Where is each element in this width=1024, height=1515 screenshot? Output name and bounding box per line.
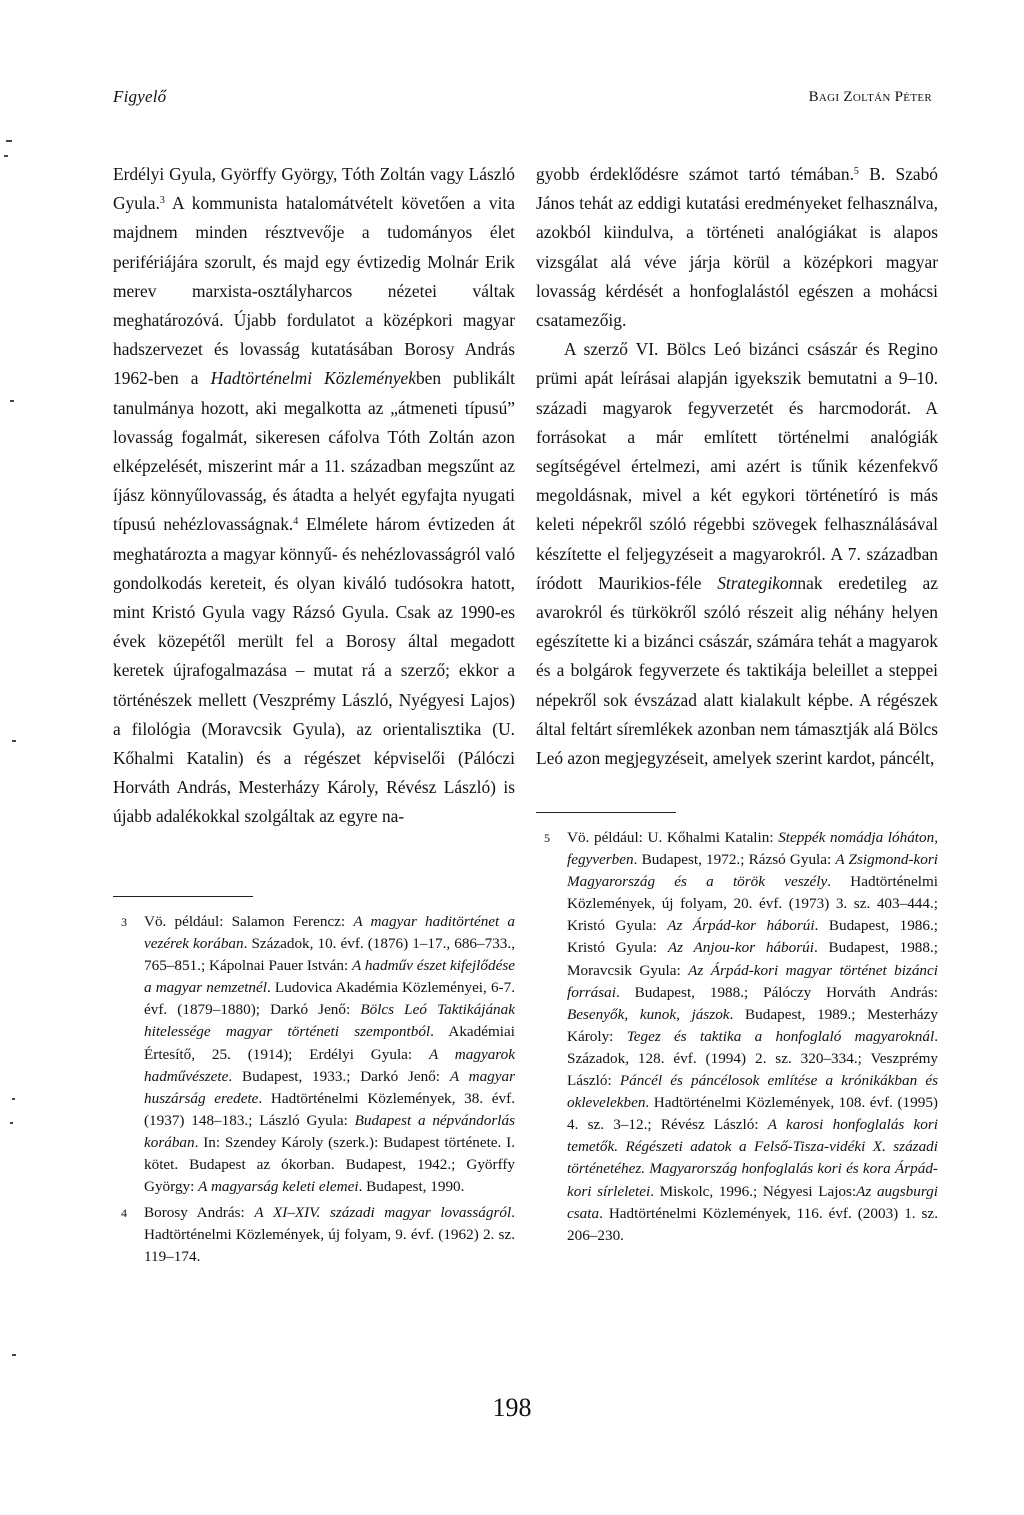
running-head-section: Figyelő	[113, 87, 167, 106]
scan-mark	[4, 155, 8, 157]
right-column	[536, 160, 938, 773]
italic-title: Strategikon	[717, 572, 798, 593]
footnote-rule	[536, 812, 676, 813]
italic-title: Bölcs Leó Taktikájának hitelessége magyar történeti szempontból	[144, 1001, 515, 1041]
italic-title: Hadtörténelmi Közlemények	[210, 368, 416, 389]
footnotes-left	[113, 896, 515, 1273]
italic-title: Az Árpád-kori magyar történet bizánci forrásai	[567, 961, 938, 1001]
scan-mark	[6, 140, 12, 142]
scan-mark	[12, 740, 16, 742]
footnote-text: Vö. például: U. Kőhalmi Katalin: Steppék nomádja lóháton, fegyverben. Budapest, 1972.; Rázsó Gyula: A Zsigmond-kori Magyarország és a török veszély. Hadtörténelmi Közlemények, új folyam, 20. évf. (1973) 3. sz. 403–444.; Kristó Gyula: Az Árpád-kor háborúi. Budapest, 1986.; Kristó Gyula: Az Anjou-kor háborúi. Budapest, 1988.; Moravcsik Gyula: Az Árpád-kori magyar történet bizánci forrásai. Budapest, 1988.; Pálóczy Horváth András: Besenyők, kunok, jászok. Budapest, 1989.; Mesterházy Károly: Tegez és taktika a honfoglaló magyaroknál. Századok, 128. évf. (1994) 2. sz. 320–334.; Veszprémy László: Páncél és páncélosok említése a krónikákban és oklevelekben. Hadtörténelmi Közlemények, 108. évf. (1995) 4. sz. 3–12.; Révész László: A karosi honfoglalás kori temetők. Régészeti adatok a Felső-Tisza-vidéki X. századi történetéhez. Magyarország honfoglalás kori és kora Árpád-kori sírleletei. Miskolc, 1996.; Négyesi Lajos:Az augsburgi csata. Hadtörténelmi Közlemények, 116. évf. (2003) 1. sz. 206–230.	[567, 829, 939, 1244]
page-number: 198	[492, 1393, 532, 1422]
italic-title: A XI–XIV. századi magyar lovasságról	[254, 1204, 512, 1222]
footnote-number: 4	[121, 1206, 127, 1221]
scan-mark	[10, 1122, 13, 1124]
italic-title: A magyar haditörténet a vezérek korában	[144, 913, 515, 953]
footnote-ref: 4	[293, 516, 299, 528]
italic-title: Az Anjou-kor háborúi	[667, 939, 814, 957]
italic-title: Steppék nomádja lóháton, fegyverben	[567, 829, 938, 869]
italic-title: A magyarság keleti elemei	[198, 1178, 359, 1196]
left-column	[113, 160, 515, 832]
footnote-5	[536, 827, 938, 1247]
body-paragraph: Erdélyi Gyula, Györffy György, Tóth Zoltán vagy László Gyula.$^3$ A kommunista hatalomátvételt követően a vita majdnem minden résztvevője a tudományos élet perifériájára szorult, és majd egy évtizedig Molnár Erik merev marxista-osztályharcos nézetei váltak meghatározóvá. Újabb fordulatot a középkori magyar hadszervezet és lovasság kutatásában Borosy András 1962-ben a Hadtörténelmi Közleményekben publikált tanulmánya hozott, aki megalkotta az „átmeneti típusú” lovasság fogalmát, sikeresen cáfolva Tóth Zoltán azon elképzelését, miszerint már a 11. században megszűnt az íjász könnyűlovasság, és átadta a helyét egyfajta nyugati típusú nehézlovasságnak.$^4$ Elmélete három évtizeden át meghatározta a magyar könnyű- és nehézlovasságról való gondolkodás kereteit, és olyan kiváló tudósokra hatott, mint Kristó Gyula vagy Rázsó Gyula. Csak az 1990-es évek közepétől merült fel a Borosy által megadott keretek újrafogalmazása – mutat rá a szerző; ekkor a történészek mellett (Veszprémy László, Nyégyesi Lajos) a filológia (Moravcsik Gyula), az orientalisztika (U. Kőhalmi Katalin) és a régészet képviselői (Pálóczi Horváth András, Mesterházy Károly, Révész László) is újabb adalékokkal szolgáltak az egyre na-	[113, 164, 515, 827]
italic-title: Tegez és taktika a honfoglaló magyaroknál	[626, 1027, 935, 1045]
footnote-ref: 3	[159, 195, 165, 207]
italic-title: Az Árpád-kor háborúi	[667, 917, 815, 935]
italic-title: A karosi honfoglalás kori temetők. Régészeti adatok a Felső-Tisza-vidéki X. századi történetéhez. Magyarország honfoglalás kori és kora Árpád-kori sírleletei	[567, 1116, 938, 1200]
italic-title: Besenyők, kunok, jászok	[567, 1005, 730, 1023]
italic-title: A Zsigmond-kori Magyarország és a török veszély	[567, 851, 938, 891]
italic-title: A hadműv észet kifejlődése a magyar nemzetnél	[144, 957, 515, 997]
italic-title: Az augsburgi csata	[567, 1182, 938, 1222]
footnotes-right	[536, 812, 938, 1251]
italic-title: A magyar huszárság eredete	[144, 1067, 515, 1107]
scan-mark	[12, 1098, 15, 1100]
italic-title: Páncél és páncélosok említése a krónikákban és oklevelekben	[567, 1072, 939, 1112]
italic-title: A magyarok hadművészete	[144, 1045, 515, 1085]
footnote-3	[113, 911, 515, 1198]
body-paragraph: A szerző VI. Bölcs Leó bizánci császár és Regino prümi apát leírásai alapján igyekszik bemutatni a 9–10. századi magyarok fegyverzetét és harcmodorát. A forrásokat a már említett történelmi analógiák segítségével értelmezi, ami azért is tűnik kézenfekvő megoldásnak, mivel a két egykori történetíró is más keleti népekről szóló régebbi szövegek felhasználásával készítette el feljegyzéseit a magyarokról. A 7. században íródott Maurikios-féle Strategikonnak eredetileg az avarokról és türkökről szóló részeit alig néhány helyen egészítette ki a bizánci császár, számára tehát a magyarok és a bolgárok fegyverzete és taktikája beleillet a steppei népekről sok évszázad alatt kialakult képbe. A régészek által feltárt síremlékek azonban nem támasztják alá Bölcs Leó azon megjegyzéseit, amelyek szerint kardot, páncélt,	[536, 339, 938, 769]
running-head-author: Bagi Zoltán Péter	[808, 89, 932, 105]
footnote-number: 3	[121, 915, 127, 929]
footnote-ref: 5	[853, 166, 859, 177]
italic-title: Budapest a népvándorlás korában	[144, 1111, 516, 1151]
footnote-text: Borosy András: A XI–XIV. századi magyar lovasságról. Hadtörténelmi Közlemények, új folyam, 9. évf. (1962) 2. sz. 119–174.	[144, 1204, 515, 1266]
scan-mark	[12, 1354, 16, 1356]
footnote-rule	[113, 896, 253, 897]
scan-mark	[10, 400, 14, 402]
footnote-4	[113, 1202, 515, 1268]
body-paragraph: gyobb érdeklődésre számot tartó témában.$^5$ B. Szabó János tehát az eddigi kutatási eredményeket felhasználva, azokból kiindulva, a történeti analógiákat is alapos vizsgálat alá véve járja körül a középkori magyar lovasság kérdését a honfoglalástól egészen a mohácsi csatamezőig.	[536, 164, 938, 331]
footnote-number: 5	[544, 831, 550, 845]
footnote-text: Vö. például: Salamon Ferencz: A magyar haditörténet a vezérek korában. Századok, 10. évf. (1876) 1–17., 686–733., 765–851.; Kápolnai Pauer István: A hadműv észet kifejlődése a magyar nemzetnél. Ludovica Akadémia Közleményei, 6-7. évf. (1879–1880); Darkó Jenő: Bölcs Leó Taktikájának hitelessége magyar történeti szempontból. Akadémiai Értesítő, 25. (1914); Erdélyi Gyula: A magyarok hadművészete. Budapest, 1933.; Darkó Jenő: A magyar huszárság eredete. Hadtörténelmi Közlemények, 38. évf. (1937) 148–183.; László Gyula: Budapest a népvándorlás korában. In: Szendey Károly (szerk.): Budapest története. I. kötet. Budapest az ókorban. Budapest, 1942.; Györffy György: A magyarság keleti elemei. Budapest, 1990.	[144, 913, 516, 1196]
